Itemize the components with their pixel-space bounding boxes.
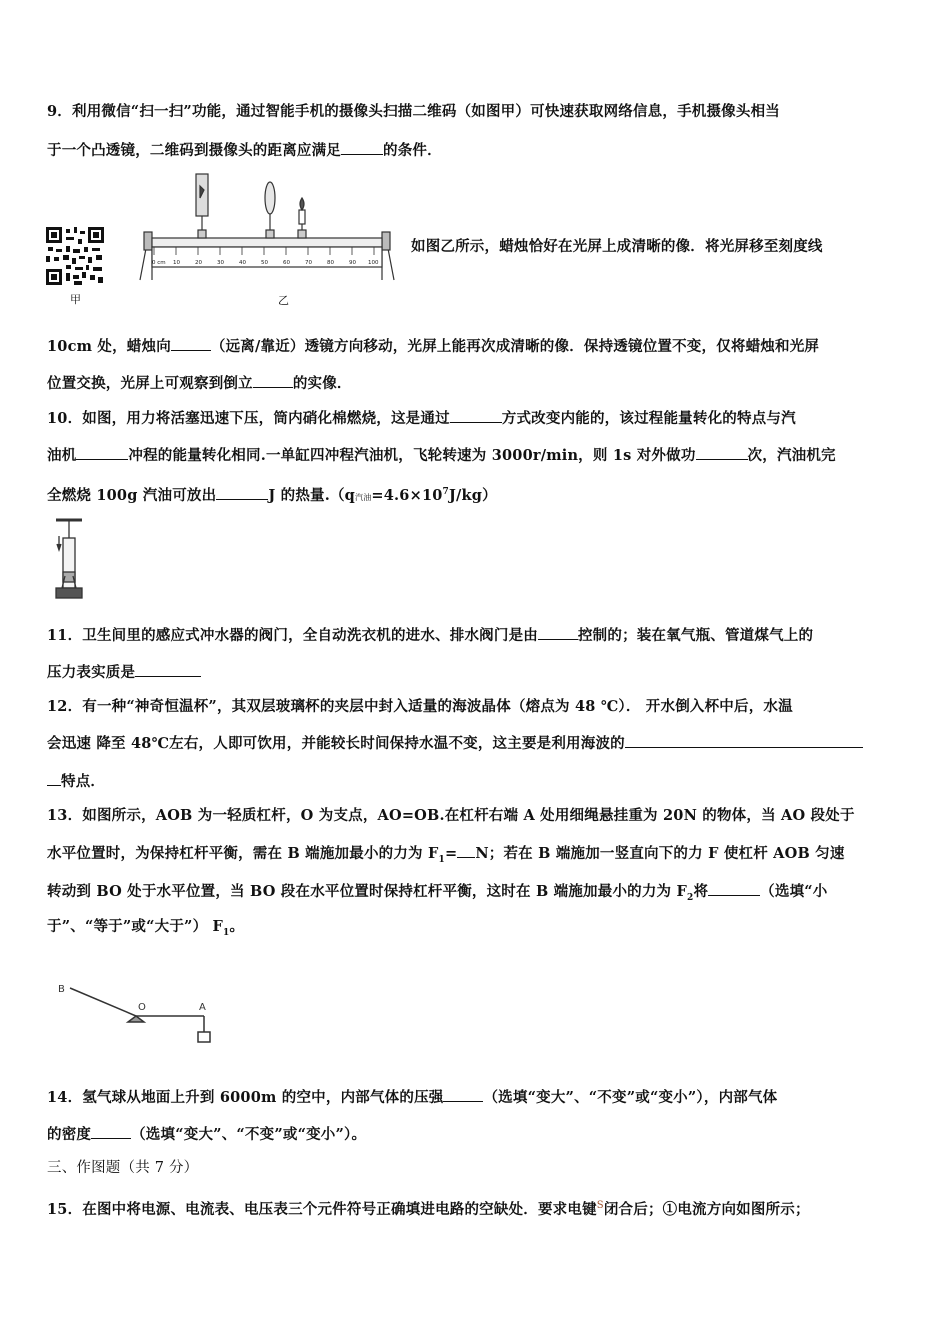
q12-line2: 会迅速 降至 48℃左右，人即可饮用，并能较长时间保持水温不变，这主要是利用海波的	[47, 733, 863, 754]
ruler-tick: 70	[305, 260, 312, 266]
ruler-tick: 60	[283, 260, 290, 266]
q9-side-text: 如图乙所示，蜡烛恰好在光屏上成清晰的像．将光屏移至刻度线	[411, 238, 823, 255]
ruler-tick: 10	[173, 260, 180, 266]
q12-line3: 特点．	[47, 771, 105, 792]
q10-line1: 10．如图，用力将活塞迅速下压，筒内硝化棉燃烧，这是通过 方式改变内能的，该过程能量转化的特点与汽	[47, 410, 796, 427]
answer-blank[interactable]	[76, 445, 128, 460]
figure-label-yi: 乙	[278, 294, 289, 307]
answer-blank[interactable]	[450, 408, 502, 423]
ruler-tick: 20	[195, 260, 202, 266]
q14-line2: 的密度 （选填“变大”、“不变”或“变小”）。	[47, 1126, 367, 1143]
q13-line2: 水平位置时，为保持杠杆平衡，需在 B 端施加最小的力为 $F_1= N$；若在 B 端施加一竖直向下的力 F 使杠杆 AOB 匀速	[47, 845, 845, 865]
answer-blank[interactable]	[443, 1087, 483, 1102]
lever-label-a: A	[199, 1002, 206, 1013]
q10-line2: 油机 冲程的能量转化相同.一单缸四冲程汽油机，飞轮转速为 3000r/min，则 1s 对外做功 次，汽油机完	[47, 447, 836, 464]
q11-line1: 11．卫生间里的感应式冲水器的阀门，全自动洗衣机的进水、排水阀门是由 控制的；装在氧气瓶、管道煤气上的	[47, 627, 814, 644]
switch-symbol: S	[596, 1200, 604, 1211]
q15-line1: 15．在图中将电源、电流表、电压表三个元件符号正确填进电路的空缺处．要求电键$^S$闭合后；①电流方向如图所示；	[47, 1200, 810, 1218]
optical-bench-figure	[132, 172, 407, 284]
answer-blank[interactable]	[135, 662, 201, 677]
q9-line3: 10cm 处，蜡烛向 （远离/靠近）透镜方向移动，光屏上能再次成清晰的像．保持透镜位置不变，仅将蜡烛和光屏	[47, 338, 820, 355]
answer-blank[interactable]	[47, 771, 61, 786]
q9-line4: 位置交换，光屏上可观察到倒立 的实像．	[47, 375, 352, 392]
ruler-tick: 90	[349, 260, 356, 266]
ruler-tick: 0 cm	[152, 260, 166, 266]
answer-blank[interactable]	[457, 843, 475, 858]
answer-blank[interactable]	[696, 445, 748, 460]
qr-code-image	[46, 227, 104, 285]
answer-blank[interactable]	[625, 733, 863, 748]
ruler-tick: 80	[327, 260, 334, 266]
q14-line1: 14．氢气球从地面上升到 6000m 的空中，内部气体的压强 （选填“变大”、“不变”或“变小”），内部气体	[47, 1089, 778, 1106]
answer-blank[interactable]	[91, 1124, 131, 1139]
lever-label-o: O	[138, 1002, 146, 1013]
lever-figure	[58, 978, 218, 1050]
answer-blank[interactable]	[538, 625, 578, 640]
answer-blank[interactable]	[253, 373, 293, 388]
answer-blank[interactable]	[216, 485, 268, 500]
ruler-tick: 100	[368, 260, 379, 266]
figure-label-jia: 甲	[70, 293, 81, 306]
q11-line2: 压力表实质是	[47, 662, 201, 683]
q9-line1: 9．利用微信“扫一扫”功能，通过智能手机的摄像头扫描二维码（如图甲）可快速获取网络信息，手机摄像头相当	[47, 103, 780, 120]
answer-blank[interactable]	[708, 881, 760, 896]
ruler-tick: 40	[239, 260, 246, 266]
lever-label-b: B	[58, 984, 65, 995]
q9-line2: 于一个凸透镜，二维码到摄像头的距离应满足 的条件．	[47, 142, 442, 159]
answer-blank[interactable]	[171, 336, 211, 351]
q10-line3: 全燃烧 100g 汽油可放出 J 的热量.（q汽油$=4.6\times 10^7J/kg$）	[47, 486, 497, 504]
ruler-tick: 30	[217, 260, 224, 266]
section-title: 三、作图题（共 7 分）	[47, 1160, 199, 1176]
q13-line4: 于”、“等于”或“大于”） $F_1$。	[47, 918, 245, 938]
q13-line1: 13．如图所示，AOB 为一轻质杠杆，O 为支点，AO=OB.在杠杆右端 A 处用细绳悬挂重为 20N 的物体，当 AO 段处于	[47, 807, 855, 824]
answer-blank[interactable]	[341, 140, 383, 155]
q13-line3: 转动到 BO 处于水平位置，当 BO 段在水平位置时保持杠杆平衡，这时在 B 端施加最小的力为 $F_2$将 （选填“小	[47, 883, 828, 903]
q12-line1: 12．有一种“神奇恒温杯”，其双层玻璃杯的夹层中封入适量的海波晶体（熔点为 48 ℃）． 开水倒入杯中后，水温	[47, 698, 793, 715]
fire-syringe-figure	[52, 516, 86, 602]
ruler-tick: 50	[261, 260, 268, 266]
